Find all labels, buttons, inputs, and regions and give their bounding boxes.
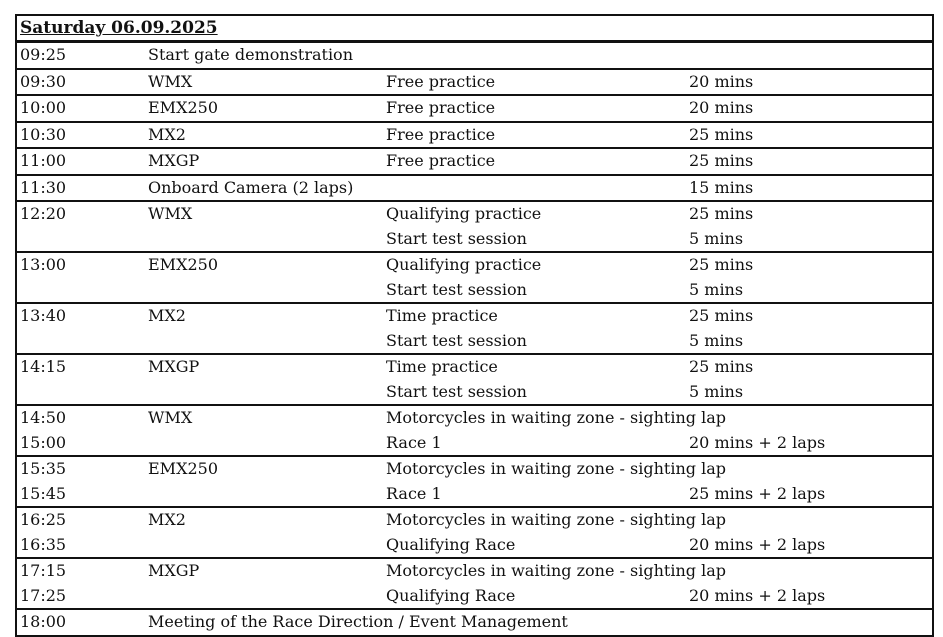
time-cell: 17:25 [20, 585, 67, 605]
session-cell: Start test session [386, 228, 527, 248]
duration-cell: 15 mins [689, 177, 754, 197]
class-cell: EMX250 [148, 459, 218, 478]
time-cell: 09:30 [20, 71, 67, 91]
class-cell: MXGP [148, 151, 200, 170]
duration-cell: 5 mins [689, 228, 744, 248]
schedule-block [17, 508, 932, 559]
session-cell: Motorcycles in waiting zone - sighting lap [386, 561, 726, 580]
table-row [17, 227, 932, 252]
schedule-block [17, 70, 932, 97]
schedule-block [17, 176, 932, 203]
duration-cell: 5 mins [689, 381, 744, 401]
class-cell: EMX250 [148, 255, 218, 274]
session-cell: Start test session [386, 330, 527, 350]
schedule-block [17, 610, 932, 635]
schedule-block [17, 123, 932, 150]
session-cell: Motorcycles in waiting zone - sighting lap [386, 459, 726, 478]
table-row [17, 202, 932, 227]
schedule-block [17, 149, 932, 176]
table-row [17, 508, 932, 533]
session-cell: Time practice [386, 306, 498, 325]
session-cell: Free practice [386, 124, 496, 144]
session-cell: Race 1 [386, 432, 442, 452]
schedule-table [15, 14, 934, 637]
schedule-block [17, 457, 932, 508]
duration-cell: 25 mins + 2 laps [689, 483, 826, 503]
time-cell: 13:40 [20, 306, 67, 325]
class-cell: Start gate demonstration [148, 45, 353, 64]
table-row [17, 278, 932, 303]
session-cell: Free practice [386, 71, 496, 91]
table-row [17, 123, 932, 148]
duration-cell: 20 mins + 2 laps [689, 534, 826, 554]
class-cell: WMX [148, 71, 193, 91]
session-cell: Qualifying practice [386, 204, 542, 223]
table-row [17, 559, 932, 584]
class-cell: EMX250 [148, 98, 218, 117]
duration-cell: 25 mins [689, 306, 754, 325]
schedule-block [17, 406, 932, 457]
session-cell: Free practice [386, 98, 496, 117]
class-cell: MXGP [148, 561, 200, 580]
schedule-block [17, 43, 932, 70]
time-cell: 11:00 [20, 151, 67, 170]
duration-cell: 20 mins + 2 laps [689, 432, 826, 452]
schedule-block [17, 559, 932, 610]
time-cell: 13:00 [20, 255, 67, 274]
session-cell: Qualifying Race [386, 534, 516, 554]
class-cell: Meeting of the Race Direction / Event Management [148, 612, 568, 631]
duration-cell: 20 mins [689, 71, 754, 91]
schedule-title-row [17, 16, 932, 43]
session-cell: Free practice [386, 151, 496, 170]
session-cell: Start test session [386, 279, 527, 299]
time-cell: 18:00 [20, 612, 67, 631]
table-row [17, 149, 932, 174]
duration-cell: 25 mins [689, 204, 754, 223]
time-cell: 16:35 [20, 534, 67, 554]
duration-cell: 25 mins [689, 357, 754, 376]
time-cell: 15:35 [20, 459, 67, 478]
session-cell: Time practice [386, 357, 498, 376]
schedule-block [17, 202, 932, 253]
schedule-block [17, 96, 932, 123]
table-row [17, 253, 932, 278]
schedule-title: Saturday 06.09.2025 [20, 18, 218, 38]
time-cell: 14:15 [20, 357, 67, 376]
time-cell: 10:00 [20, 98, 67, 117]
table-row [17, 380, 932, 405]
time-cell: 12:20 [20, 204, 67, 223]
time-cell: 11:30 [20, 177, 67, 197]
session-cell: Race 1 [386, 483, 442, 503]
table-row [17, 533, 932, 558]
time-cell: 17:15 [20, 561, 67, 580]
time-cell: 16:25 [20, 510, 67, 529]
class-cell: WMX [148, 204, 193, 223]
time-cell: 14:50 [20, 408, 67, 427]
session-cell: Motorcycles in waiting zone - sighting lap [386, 510, 726, 529]
schedule-body [17, 43, 932, 635]
session-cell: Qualifying Race [386, 585, 516, 605]
table-row [17, 457, 932, 482]
duration-cell: 5 mins [689, 279, 744, 299]
class-cell: Onboard Camera (2 laps) [148, 177, 354, 197]
session-cell: Qualifying practice [386, 255, 542, 274]
class-cell: MXGP [148, 357, 200, 376]
session-cell: Start test session [386, 381, 527, 401]
duration-cell: 25 mins [689, 124, 754, 144]
table-row [17, 610, 932, 635]
class-cell: MX2 [148, 510, 186, 529]
class-cell: MX2 [148, 306, 186, 325]
time-cell: 09:25 [20, 45, 67, 64]
duration-cell: 25 mins [689, 255, 754, 274]
table-row [17, 431, 932, 456]
table-row [17, 43, 932, 68]
duration-cell: 20 mins [689, 98, 754, 117]
time-cell: 15:00 [20, 432, 67, 452]
duration-cell: 20 mins + 2 laps [689, 585, 826, 605]
table-row [17, 329, 932, 354]
session-cell: Motorcycles in waiting zone - sighting lap [386, 408, 726, 427]
time-cell: 10:30 [20, 124, 67, 144]
table-row [17, 584, 932, 609]
duration-cell: 25 mins [689, 151, 754, 170]
table-row [17, 482, 932, 507]
table-row [17, 70, 932, 95]
table-row [17, 355, 932, 380]
class-cell: WMX [148, 408, 193, 427]
table-row [17, 96, 932, 121]
duration-cell: 5 mins [689, 330, 744, 350]
schedule-block [17, 355, 932, 406]
class-cell: MX2 [148, 124, 186, 144]
schedule-block [17, 253, 932, 304]
table-row [17, 176, 932, 201]
table-row [17, 304, 932, 329]
table-row [17, 406, 932, 431]
schedule-block [17, 304, 932, 355]
time-cell: 15:45 [20, 483, 67, 503]
